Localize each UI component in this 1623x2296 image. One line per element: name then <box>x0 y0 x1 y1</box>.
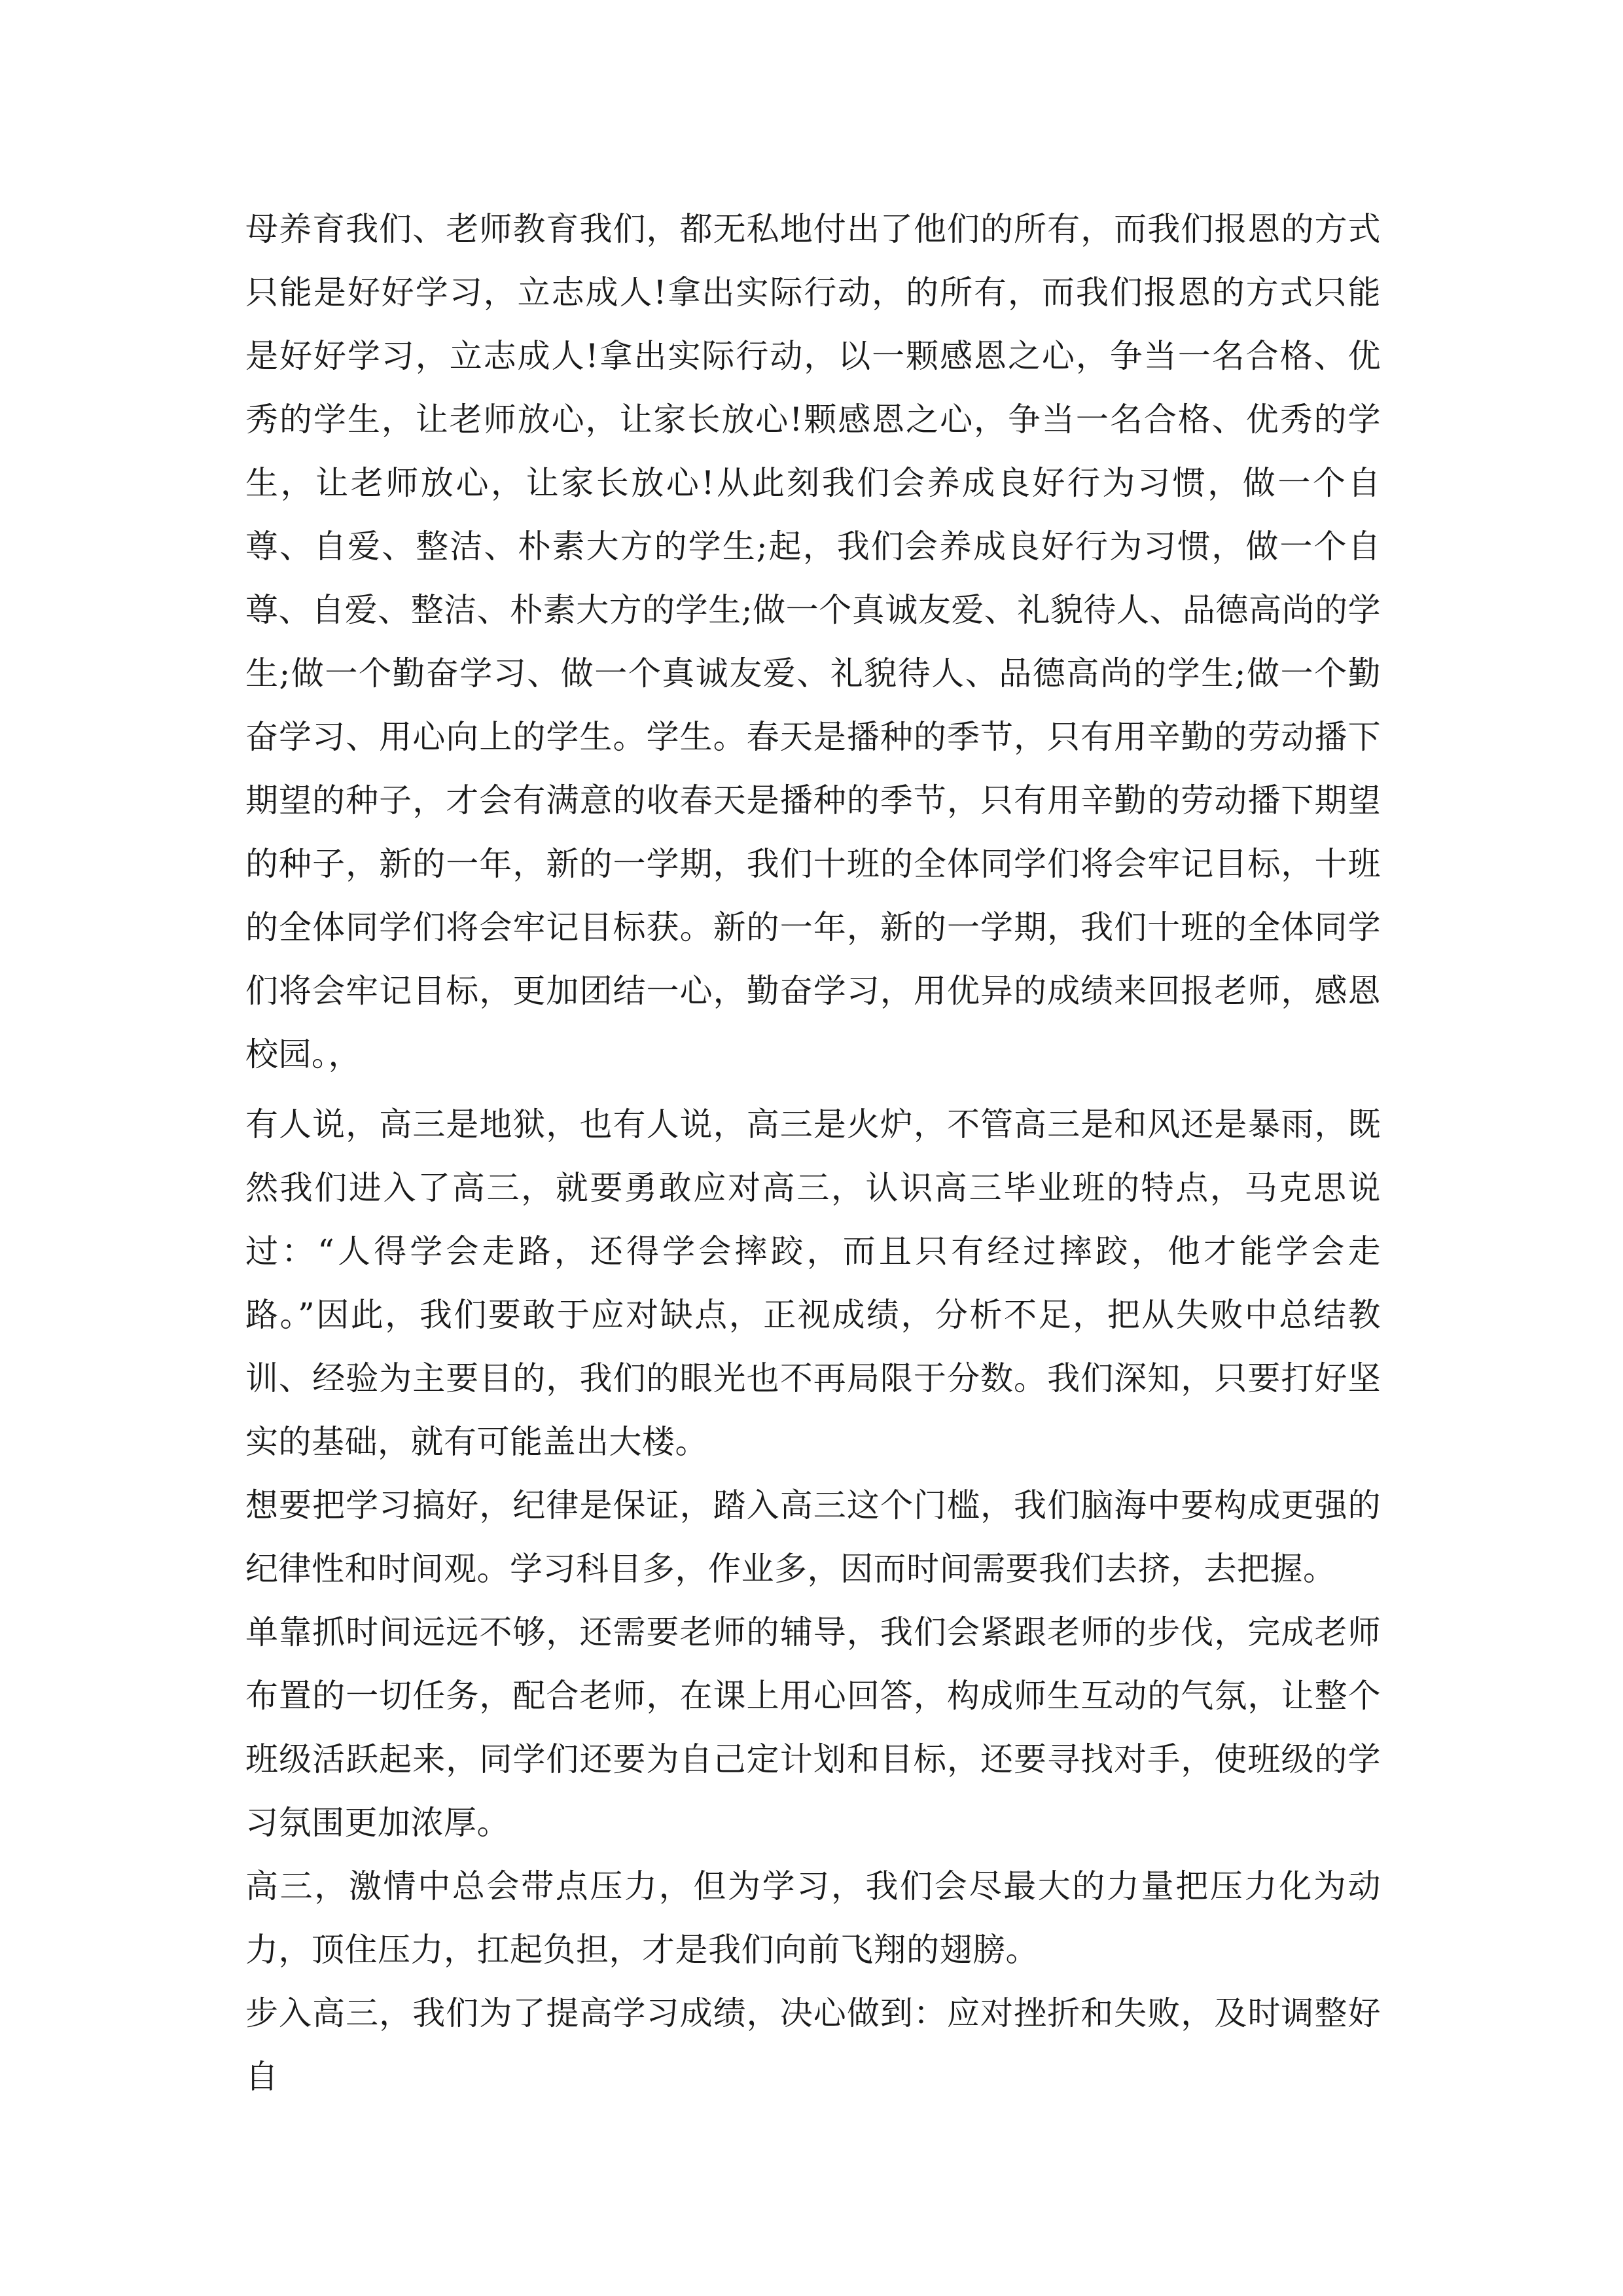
paragraph: 高三，激情中总会带点压力，但为学习，我们会尽最大的力量把压力化为动力，顶住压力，扛起负担，才是我们向前飞翔的翅膀。 <box>245 1867 1381 1969</box>
paragraph: 单靠抓时间远远不够，还需要老师的辅导，我们会紧跟老师的步伐，完成老师布置的一切任务，配合老师，在课上用心回答，构成师生互动的气氛，让整个班级活跃起来，同学们还要为自己定计划和目标，还要寻找对手，使班级的学习氛围更加浓厚。 <box>245 1613 1381 1842</box>
paragraph: 想要把学习搞好，纪律是保证，踏入高三这个门槛，我们脑海中要构成更强的纪律性和时间观。学习科目多，作业多，因而时间需要我们去挤，去把握。 <box>245 1486 1381 1588</box>
paragraph: 有人说，高三是地狱，也有人说，高三是火炉，不管高三是和风还是暴雨，既然我们进入了高三，就要勇敢应对高三，认识高三毕业班的特点，马克思说过：“人得学会走路，还得学会摔跤，而且只有经过摔跤，他才能学会走路。”因此，我们要敢于应对缺点，正视成绩，分析不足，把从失败中总结教训、经验为主要目的，我们的眼光也不再局限于分数。我们深知，只要打好坚实的基础，就有可能盖出大楼。 <box>245 1105 1381 1461</box>
text-section-2 <box>245 1093 1381 2109</box>
paragraph: 步入高三，我们为了提高学习成绩，决心做到：应对挫折和失败，及时调整好自 <box>245 1994 1381 2096</box>
paragraph: 母养育我们、老师教育我们，都无私地付出了他们的所有，而我们报恩的方式只能是好好学习，立志成人!拿出实际行动，的所有，而我们报恩的方式只能是好好学习，立志成人!拿出实际行动，以一颗感恩之心，争当一名合格、优秀的学生，让老师放心，让家长放心!颗感恩之心，争当一名合格、优秀的学生，让老师放心，让家长放心!从此刻我们会养成良好行为习惯，做一个自尊、自爱、整洁、朴素大方的学生;起，我们会养成良好行为习惯，做一个自尊、自爱、整洁、朴素大方的学生;做一个真诚友爱、礼貌待人、品德高尚的学生;做一个勤奋学习、做一个真诚友爱、礼貌待人、品德高尚的学生;做一个勤奋学习、用心向上的学生。学生。春天是播种的季节，只有用辛勤的劳动播下期望的种子，才会有满意的收春天是播种的季节，只有用辛勤的劳动播下期望的种子，新的一年，新的一学期，我们十班的全体同学们将会牢记目标，十班的全体同学们将会牢记目标获。新的一年，新的一学期，我们十班的全体同学们将会牢记目标，更加团结一心，勤奋学习，用优异的成绩来回报老师，感恩校园。， <box>245 210 1381 1073</box>
text-section-1 <box>245 198 1381 1086</box>
